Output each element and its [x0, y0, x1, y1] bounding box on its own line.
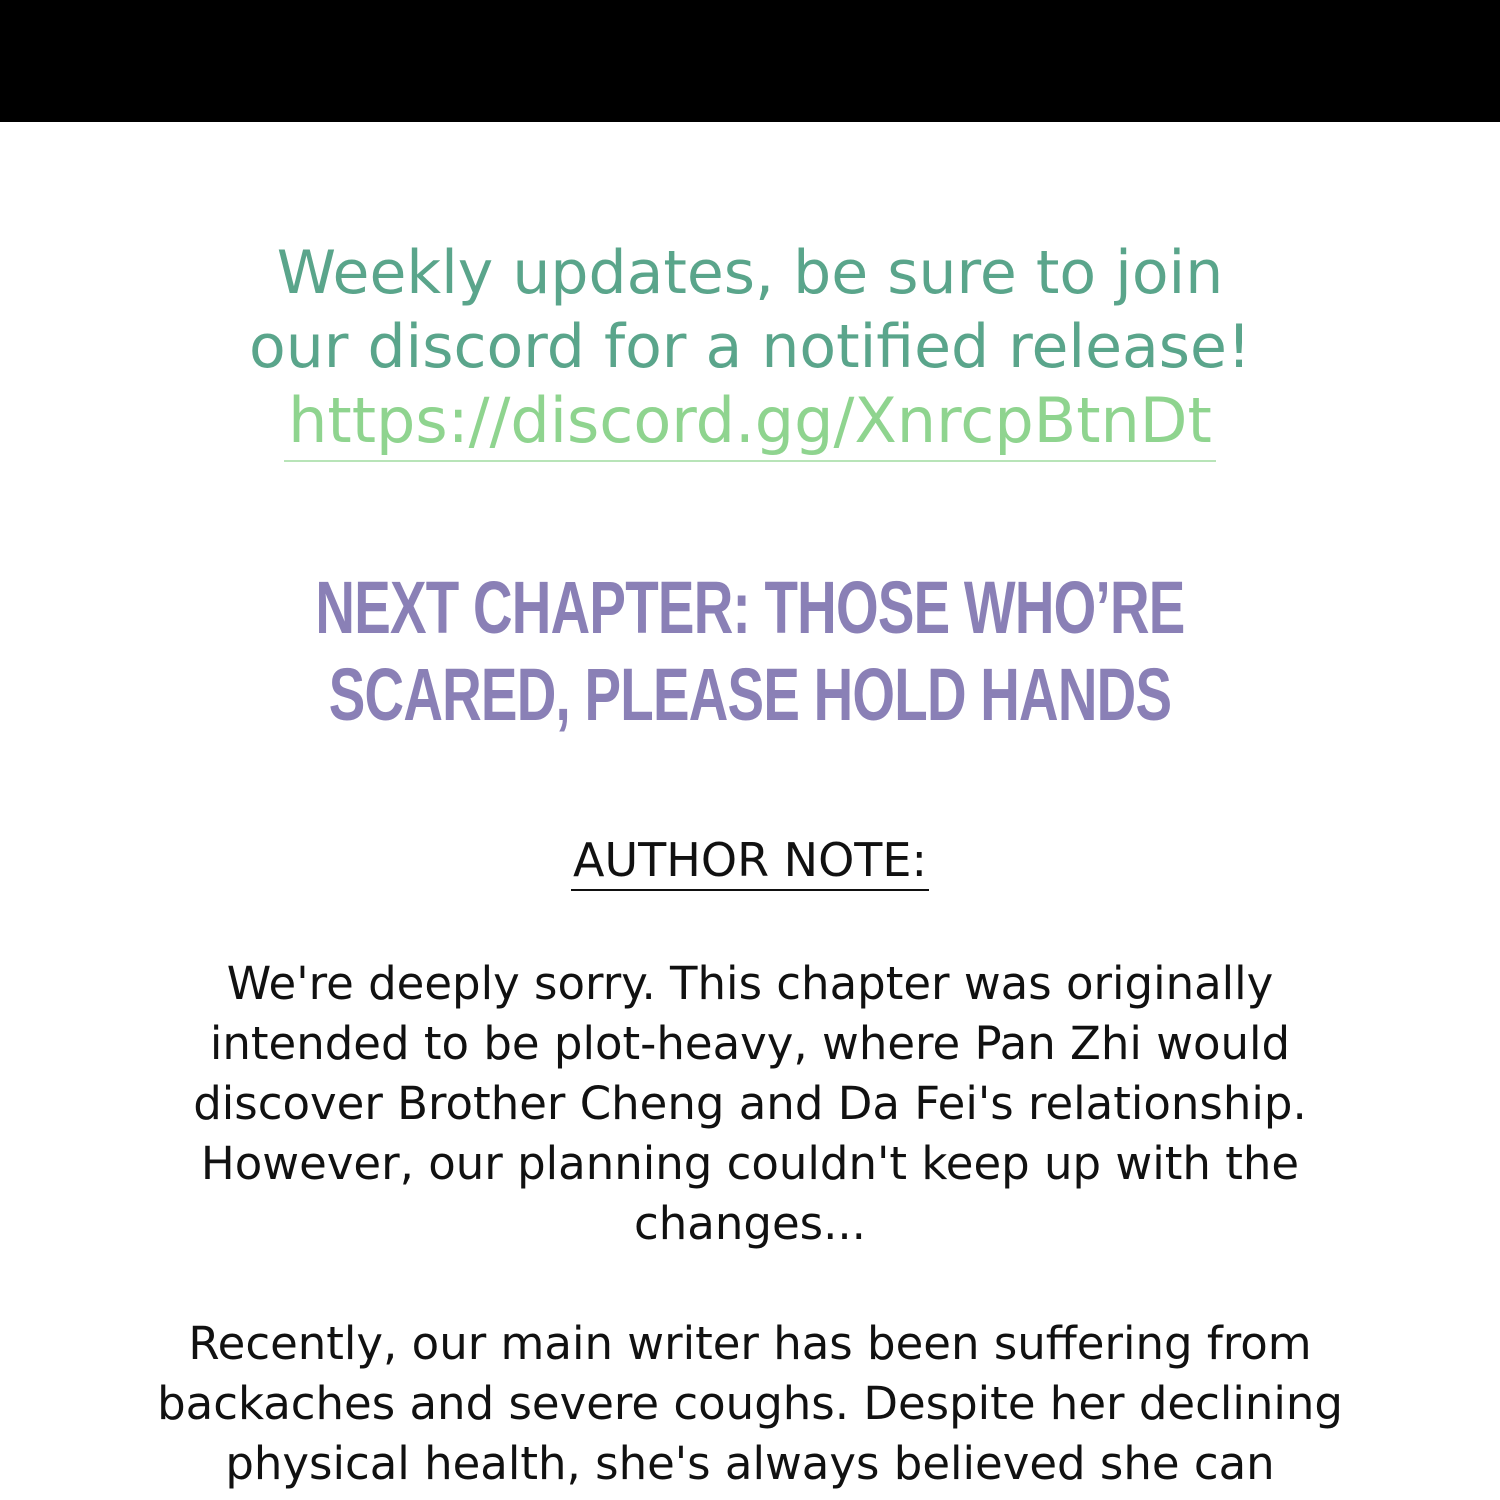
note-p1-line-2: intended to be plot-heavy, where Pan Zhi would [209, 1017, 1291, 1070]
note-p2-line-3: physical health, she's always believed she can [225, 1437, 1275, 1490]
note-p1-line-4: However, our planning couldn't keep up with the [200, 1137, 1300, 1190]
note-p1-line-1: We're deeply sorry. This chapter was originally [226, 957, 1274, 1010]
promo-text-line-2: our discord for a notified release! [248, 312, 1251, 382]
note-p1-line-3: discover Brother Cheng and Da Fei's relationship. [193, 1077, 1307, 1130]
promo-link-container [0, 386, 1500, 462]
note-p1-line-5: changes... [634, 1197, 866, 1250]
next-chapter-title-line-1: NEXT CHAPTER: THOSE WHO’RE [315, 566, 1185, 649]
author-note-heading: AUTHOR NOTE: [571, 832, 929, 891]
note-p2-line-2: backaches and severe coughs. Despite her declining [157, 1377, 1343, 1430]
top-black-bar [0, 0, 1500, 122]
note-p2-line-1: Recently, our main writer has been suffering from [188, 1317, 1312, 1370]
discord-link[interactable]: https://discord.gg/XnrcpBtnDt [284, 386, 1216, 462]
promo-text-line-1: Weekly updates, be sure to join [276, 238, 1224, 308]
author-note-heading-container [0, 832, 1500, 891]
next-chapter-title-line-2: SCARED, PLEASE HOLD HANDS [328, 653, 1172, 736]
